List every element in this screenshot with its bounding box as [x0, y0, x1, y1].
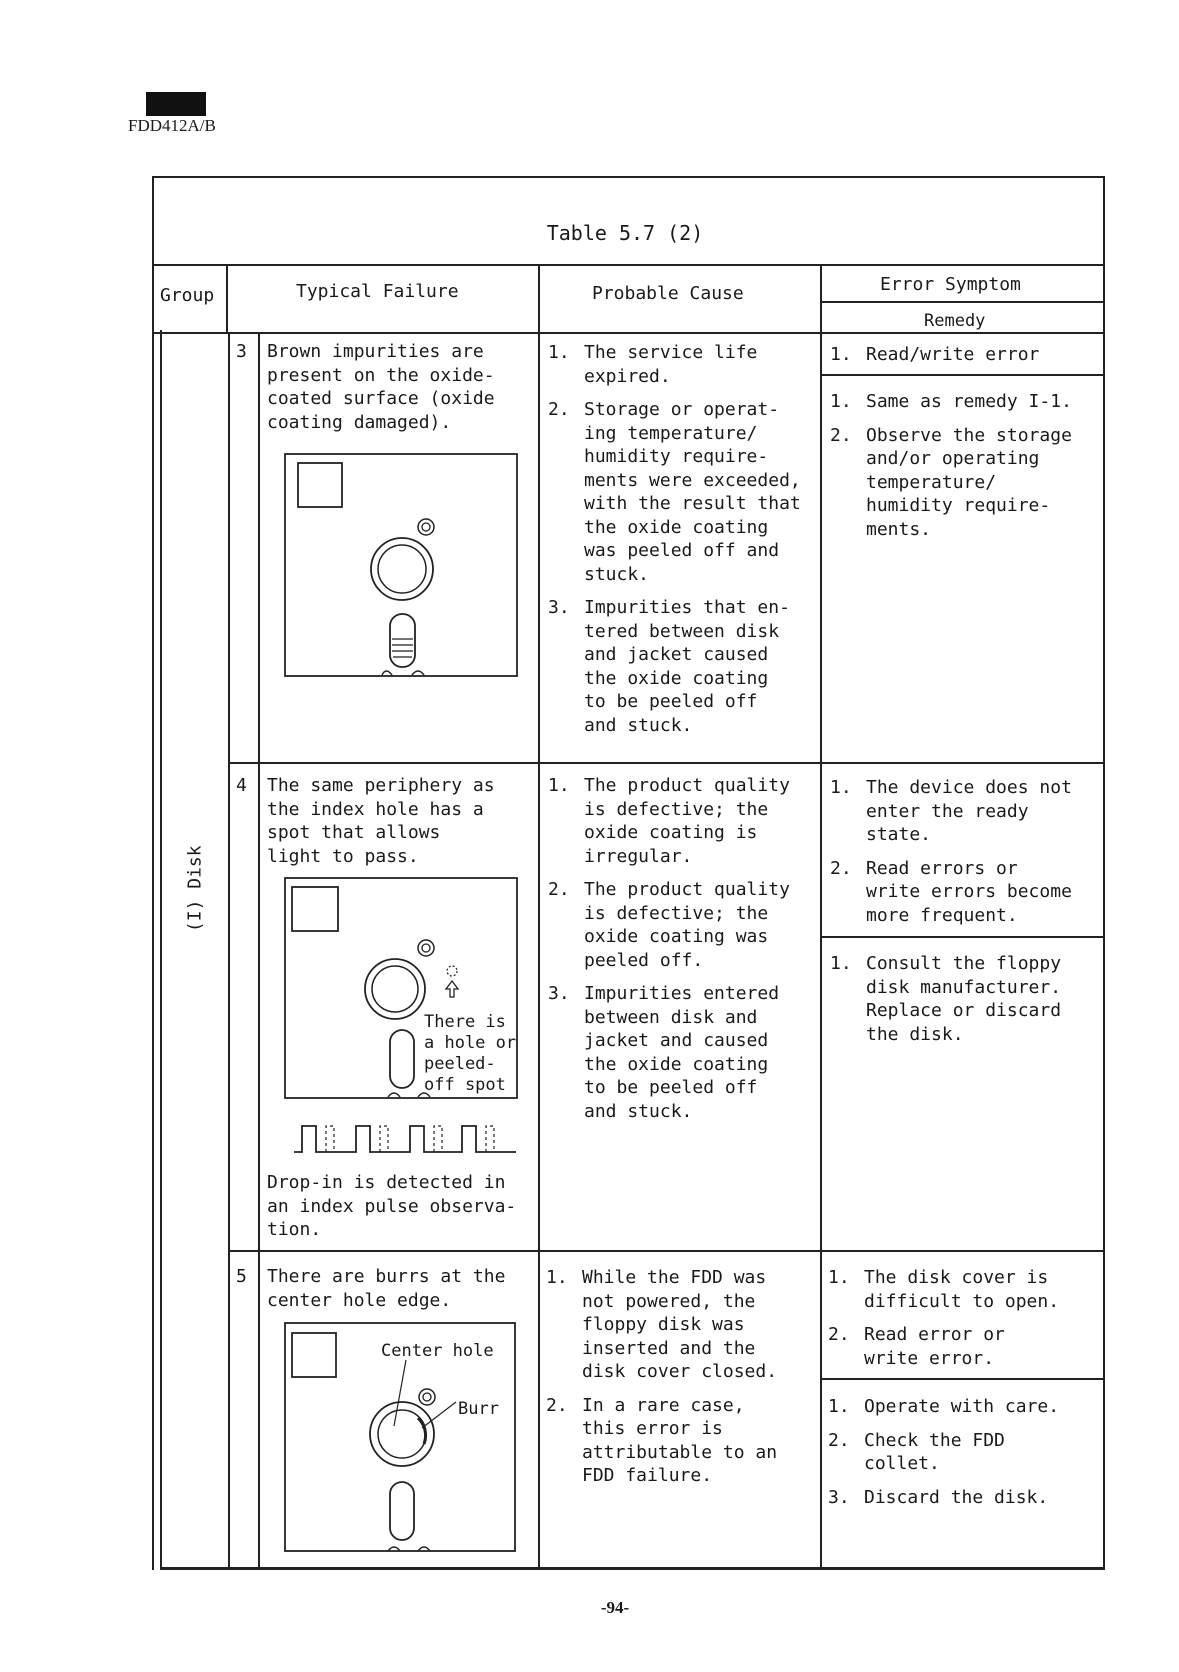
figure-label-burr: Burr: [458, 1399, 499, 1419]
probable-cause-list: [548, 774, 818, 1133]
column-header-remedy: Remedy: [924, 311, 986, 331]
row-number: 5: [236, 1266, 247, 1287]
list-item: 1. Same as remedy I-1.: [830, 391, 1072, 412]
list-item: 1. While the FDD was not powered, the floppy disk was inserted and the disk cover closed.: [546, 1267, 778, 1382]
error-symptom-list: [828, 1266, 1100, 1380]
list-item: 1. Operate with care.: [828, 1396, 1060, 1417]
probable-cause-list: [546, 1266, 818, 1498]
column-header-error-symptom: Error Symptom: [880, 274, 1021, 295]
failure-description: There are burrs at the center hole edge.: [267, 1266, 506, 1311]
list-item: 3. Discard the disk.: [828, 1486, 1049, 1508]
row-number: 4: [236, 775, 247, 796]
list-item: 2. Storage or operat- ing temperature/ humidity require- ments were exceeded, with the result that the oxide coating was peeled off and stuck.: [548, 399, 801, 585]
remedy-list: [828, 1395, 1100, 1519]
list-item: 3. Impurities that en- tered between disk and jacket caused the oxide coating to be peeled off and stuck.: [548, 597, 790, 736]
column-header-group: Group: [160, 285, 215, 306]
remedy-list: [830, 952, 1100, 1056]
list-item: 2. Read errors or write errors become more frequent.: [830, 857, 1072, 926]
list-item: 2. Check the FDD collet.: [828, 1429, 1005, 1474]
document-code: FDD412A/B: [128, 116, 216, 135]
list-item: 1. The disk cover is difficult to open.: [828, 1267, 1060, 1312]
probable-cause-list: [548, 341, 818, 747]
remedy-list: [830, 390, 1100, 551]
list-item: 3. Impurities entered between disk and jacket and caused the oxide coating to be peeled off and stuck.: [548, 983, 780, 1122]
list-item: 1. Read/write error: [830, 344, 1040, 365]
page-number: -94-: [600, 1598, 630, 1617]
error-symptom-list: [830, 776, 1100, 937]
list-item: 2. The product quality is defective; the oxide coating was peeled off.: [548, 879, 790, 971]
figure-label-center-hole: Center hole: [381, 1341, 494, 1361]
list-item: 2. In a rare case, this error is attributable to an FDD failure.: [546, 1394, 778, 1486]
group-label: (I) Disk: [184, 845, 206, 933]
index-pulse-waveform: [294, 1118, 524, 1156]
failure-description: The same periphery as the index hole has a spot that allows light to pass.: [267, 775, 495, 867]
failure-note: Drop-in is detected in an index pulse observa- tion.: [267, 1172, 517, 1240]
list-item: 2. Read error or write error.: [828, 1324, 1005, 1369]
list-item: 1. The product quality is defective; the oxide coating is irregular.: [548, 775, 790, 867]
figure-note: There is a hole or peeled- off spot: [424, 1012, 517, 1095]
column-header-typical-failure: Typical Failure: [296, 281, 459, 302]
list-item: 1. Consult the floppy disk manufacturer. Replace or discard the disk.: [830, 953, 1062, 1045]
list-item: 1. The device does not enter the ready state.: [830, 777, 1072, 845]
list-item: 2. Observe the storage and/or operating temperature/ humidity require- ments.: [830, 424, 1072, 540]
error-symptom-list: [830, 343, 1100, 377]
table-title: Table 5.7 (2): [546, 221, 704, 245]
floppy-disk-figure: [284, 453, 520, 679]
list-item: 1. The service life expired.: [548, 342, 758, 387]
column-header-probable-cause: Probable Cause: [592, 283, 744, 304]
failure-description: Brown impurities are present on the oxide- coated surface (oxide coating damaged).: [267, 341, 495, 433]
row-number: 3: [236, 341, 247, 362]
